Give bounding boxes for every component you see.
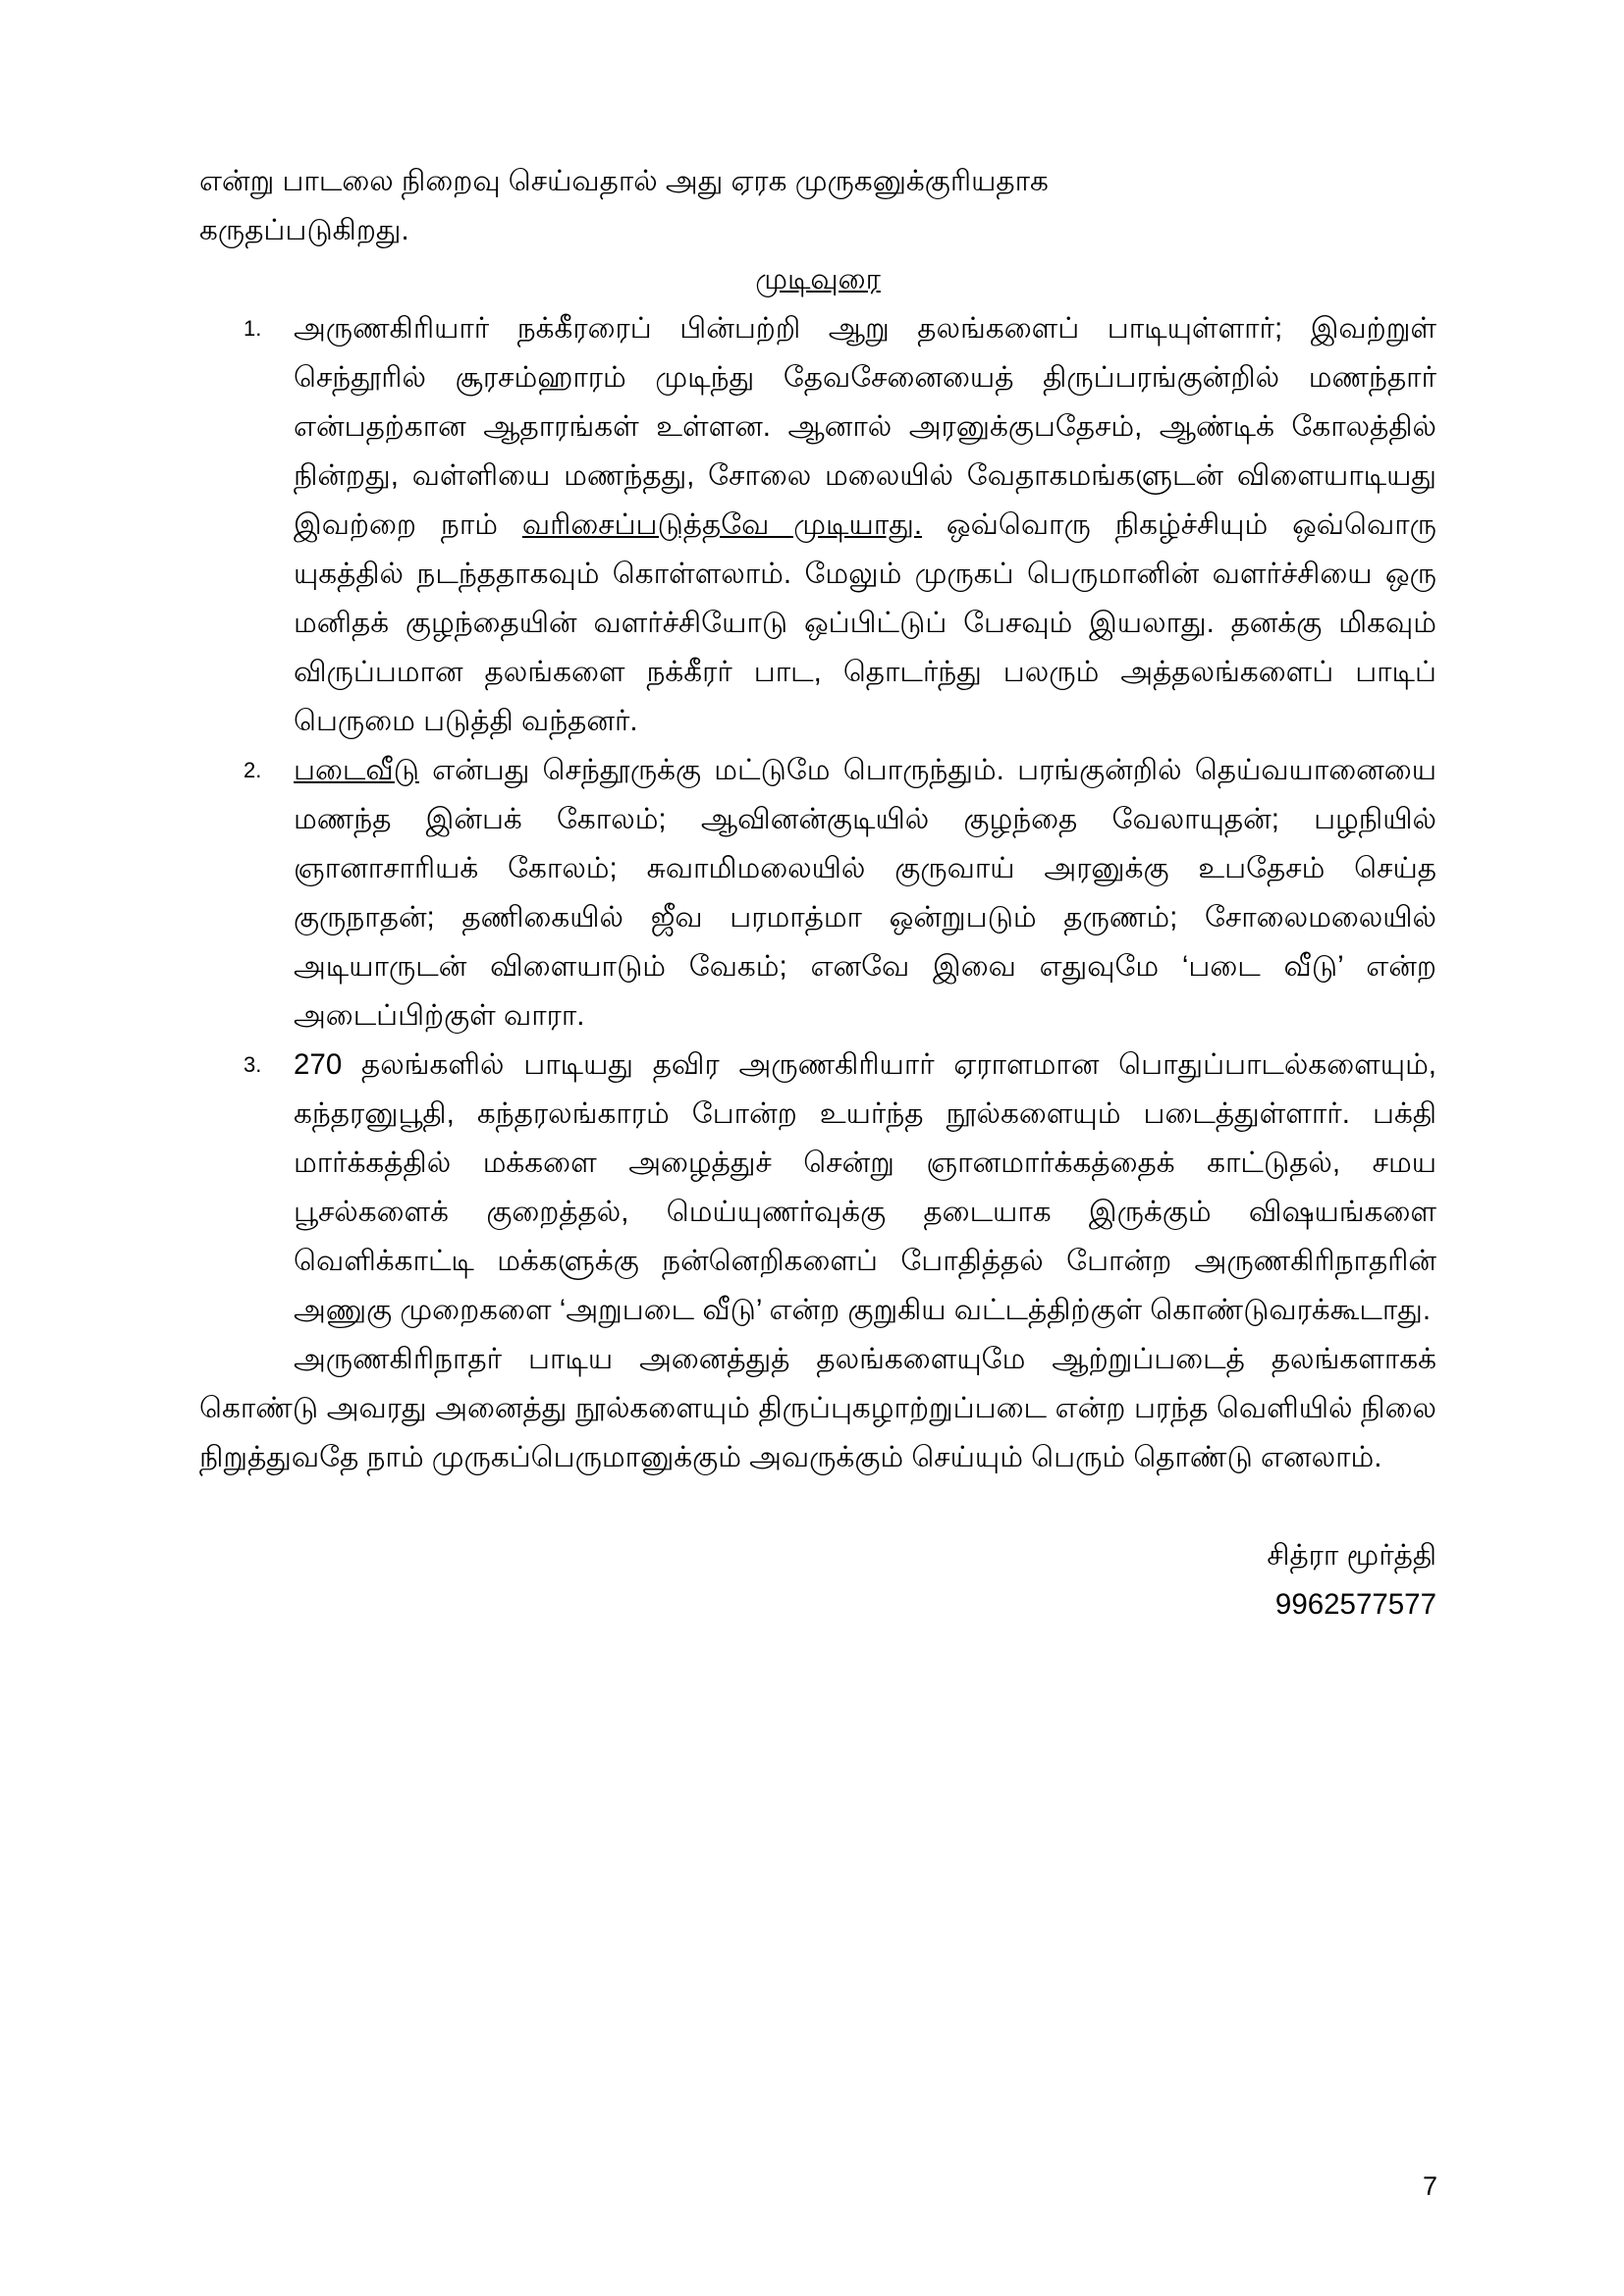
author-name: சித்ரா மூர்த்தி <box>1267 1539 1436 1572</box>
author-phone: 9962577577 <box>1274 1588 1436 1621</box>
document-body <box>199 157 1436 1629</box>
point-1-text-b: ஒவ்வொரு நிகழ்ச்சியும் ஒவ்வொரு யுகத்தில் நடந்ததாகவும் கொள்ளலாம். மேலும் முருகப் பெருமானின் வளர்ச்சியை ஒரு மனிதக் குழந்தையின் வளர்ச்சியோடு ஒப்பிட்டுப் பேசவும் இயலாது. தனக்கு மிகவும் விருப்பமான தலங்களை நக்கீரர் பாட, தொடர்ந்து பலரும் அத்தலங்களைப் பாடிப் பெருமை படுத்தி வந்தனர். <box>294 508 1436 737</box>
signature-block <box>199 1531 1436 1629</box>
point-3-text-a: 270 தலங்களில் பாடியது தவிர அருணகிரியார் ஏராளமான பொதுப்பாடல்களையும், கந்தரனுபூதி, கந்தரலங்காரம் போன்ற உயர்ந்த நூல்களையும் படைத்துள்ளார். பக்தி மார்க்கத்தில் மக்களை அழைத்துச் சென்று ஞானமார்க்கத்தைக் காட்டுதல், சமய பூசல்களைக் குறைத்தல், மெய்யுணர்வுக்கு தடையாக இருக்கும் விஷயங்களை வெளிக்காட்டி மக்களுக்கு நன்னெறிகளைப் போதித்தல் போன்ற அருணகிரிநாதரின் அணுகு முறைகளை ‘அறுபடை வீடு’ என்ற குறுகிய வட்டத்திற்குள் கொண்டுவரக்கூடாது. <box>294 1048 1436 1326</box>
list-number: 2. <box>244 758 262 782</box>
intro-paragraph <box>199 157 1436 255</box>
point-1-underlined: வரிசைப்படுத்தவே முடியாது. <box>521 508 923 541</box>
conclusion-points <box>199 304 1436 1335</box>
list-number: 3. <box>244 1052 262 1077</box>
intro-line-1: என்று பாடலை நிறைவு செய்வதால் அது ஏரக முருகனுக்குரியதாக <box>199 165 1049 197</box>
point-1-text-a: அருணகிரியார் நக்கீரரைப் பின்பற்றி ஆறு தலங்களைப் பாடியுள்ளார்; இவற்றுள் செந்தூரில் சூரசம்ஹாரம் முடிந்து தேவசேனையைத் திருப்பரங்குன்றில் மணந்தார் என்பதற்கான ஆதாரங்கள் உள்ளன. ஆனால் அரனுக்குபதேசம், ஆண்டிக் கோலத்தில் நின்றது, வள்ளியை மணந்தது, சோலை மலையில் வேதாகமங்களுடன் விளையாடியது இவற்றை நாம் <box>294 312 1436 541</box>
conclusion-paragraph: அருணகிரிநாதர் பாடிய அனைத்துத் தலங்களையுமே ஆற்றுப்படைத் தலங்களாகக் கொண்டு அவரது அனைத்து நூல்களையும் திருப்புகழாற்றுப்படை என்ற பரந்த வெளியில் நிலை நிறுத்துவதே நாம் முருகப்பெருமானுக்கும் அவருக்கும் செய்யும் பெரும் தொண்டு எனலாம். <box>199 1343 1436 1473</box>
list-item <box>199 304 1436 746</box>
intro-line-2: கருதப்படுகிறது. <box>199 214 409 246</box>
list-item <box>199 1041 1436 1335</box>
page-number: 7 <box>1422 2171 1437 2201</box>
section-title: முடிவுரை <box>755 263 881 295</box>
point-2-text-b: என்பது செந்தூருக்கு மட்டுமே பொருந்தும். பரங்குன்றில் தெய்வயானையை மணந்த இன்பக் கோலம்; ஆவினன்குடியில் குழந்தை வேலாயுதன்; பழநியில் ஞானாசாரியக் கோலம்; சுவாமிமலையில் குருவாய் அரனுக்கு உபதேசம் செய்த குருநாதன்; தணிகையில் ஜீவ பரமாத்மா ஒன்றுபடும் தருணம்; சோலைமலையில் அடியாருடன் விளையாடும் வேகம்; எனவே இவை எதுவுமே ‘படை வீடு’ என்ற அடைப்பிற்குள் வாரா. <box>294 754 1436 1032</box>
point-2-underlined: படைவீடு <box>294 754 419 786</box>
list-number: 1. <box>244 316 262 341</box>
list-item <box>199 746 1436 1041</box>
